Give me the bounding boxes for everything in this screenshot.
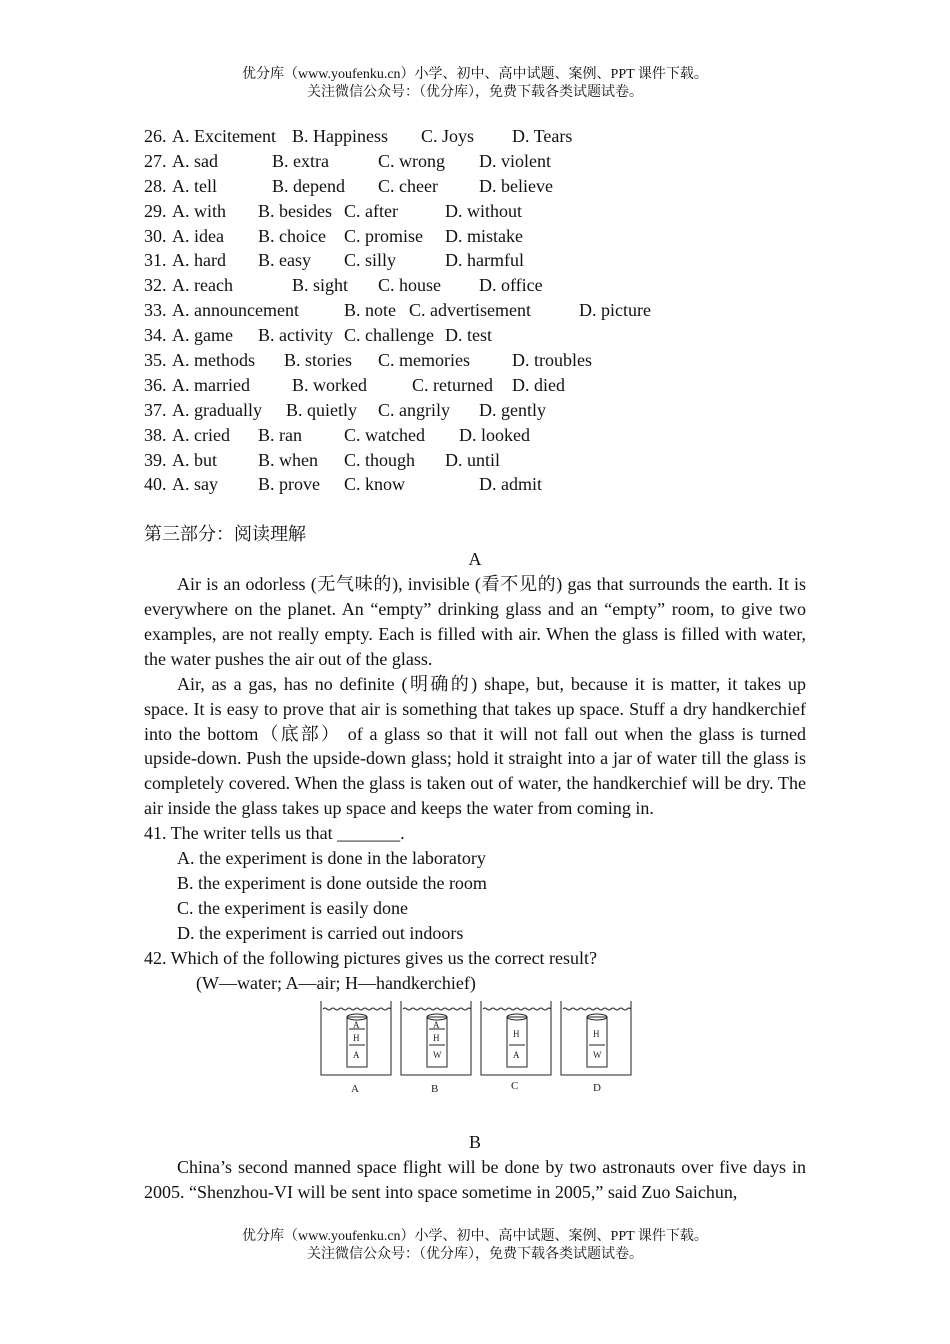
option-a: A. but	[172, 449, 217, 470]
option-b: B. besides	[258, 200, 332, 221]
option-b: B. stories	[284, 350, 353, 371]
option-d: D. believe	[479, 175, 553, 196]
question-number: 38.	[144, 424, 167, 445]
cloze-option-row	[144, 398, 806, 423]
option-d: D. until	[445, 449, 501, 470]
footer-line-2: 关注微信公众号：（优分库），免费下载各类试题试卷。	[307, 1247, 643, 1262]
option-b: B. activity	[258, 325, 333, 346]
option-a: A. with	[172, 200, 226, 221]
option-d: D. died	[512, 374, 565, 395]
passage-b-paragraph-1: China’s second manned space flight will be done by two astronauts over five days in 2005. “Shenzhou-VI will be sent into space sometime in 2005,” said Zuo Saichun,	[144, 1157, 806, 1203]
passage-a-label: A	[468, 549, 482, 570]
cloze-option-row	[144, 124, 806, 149]
diagram-a-mark-2: H	[353, 1033, 360, 1044]
cloze-option-row	[144, 174, 806, 199]
passage-b-label: B	[468, 1132, 481, 1153]
cloze-option-row	[144, 248, 806, 273]
question-number: 26.	[144, 126, 167, 146]
option-b: B. extra	[272, 150, 329, 171]
option-d: D. without	[445, 200, 523, 221]
question-number: 35.	[144, 350, 167, 371]
question-number: 40.	[144, 474, 167, 495]
option-a: A. gradually	[172, 399, 262, 420]
diagram-b-mark-3: W	[433, 1050, 442, 1061]
cloze-option-row	[144, 472, 806, 497]
option-c: C. after	[344, 200, 398, 221]
option-d: D. test	[445, 325, 492, 346]
option-b: B. note	[344, 300, 396, 321]
option-c: C. watched	[344, 424, 425, 445]
option-a: A. married	[172, 374, 250, 395]
option-a: A. reach	[172, 275, 233, 296]
cloze-option-row	[144, 423, 806, 448]
option-d: D. picture	[579, 300, 651, 321]
option-c: C. wrong	[378, 150, 445, 171]
diagram-c-mark-2: A	[513, 1050, 520, 1061]
question-number: 37.	[144, 399, 167, 420]
header-line-1: 优分库（www.youfenku.cn）小学、初中、高中试题、案例、PPT 课件下载。	[242, 67, 708, 82]
option-c: C. angrily	[378, 399, 450, 420]
option-c: C. challenge	[344, 325, 434, 346]
option-a: A. idea	[172, 225, 224, 246]
option-a: A. tell	[172, 175, 217, 196]
option-b: B. sight	[292, 275, 349, 296]
option-a: A. say	[172, 474, 218, 495]
option-b: B. choice	[258, 225, 326, 246]
section-title: 第三部分：阅读理解	[144, 524, 306, 545]
cloze-option-row	[144, 348, 806, 373]
option-a: A. hard	[172, 250, 226, 271]
option-a: A. game	[172, 325, 233, 346]
diagram-d-mark-1: H	[593, 1029, 600, 1040]
option-d: D. harmful	[445, 250, 524, 271]
cloze-option-row	[144, 149, 806, 174]
question-number: 31.	[144, 250, 167, 271]
question-41-stem: 41. The writer tells us that _______.	[144, 823, 405, 844]
cloze-option-row	[144, 298, 806, 323]
diagram-d	[561, 1001, 631, 1094]
option-c: C. house	[378, 275, 441, 296]
option-b: B. Happiness	[292, 126, 388, 146]
question-number: 29.	[144, 200, 167, 221]
option-b: B. depend	[272, 175, 345, 196]
option-c: C. cheer	[378, 175, 438, 196]
option-c: C. though	[344, 449, 416, 470]
question-41-option-b: B. the experiment is done outside the room	[177, 872, 487, 893]
question-41-option-c: C. the experiment is easily done	[177, 897, 408, 918]
option-c: C. promise	[344, 225, 423, 246]
question-42-legend: (W—water; A—air; H—handkerchief)	[196, 972, 476, 993]
page-content	[144, 124, 806, 1205]
cloze-option-row	[144, 199, 806, 224]
question-number: 30.	[144, 225, 167, 246]
option-c: C. know	[344, 474, 406, 495]
option-c: C. silly	[344, 250, 397, 271]
cloze-options	[144, 124, 806, 497]
option-a: A. Excitement	[172, 126, 276, 146]
experiment-diagrams	[319, 999, 639, 1099]
option-d: D. troubles	[512, 350, 592, 371]
diagram-d-mark-2: W	[593, 1050, 602, 1061]
question-number: 34.	[144, 325, 167, 346]
question-42-stem: 42. Which of the following pictures gives us the correct result?	[144, 947, 598, 968]
question-number: 33.	[144, 300, 167, 321]
question-number: 27.	[144, 150, 167, 171]
option-b: B. quietly	[286, 399, 357, 420]
question-number: 36.	[144, 374, 167, 395]
option-b: B. when	[258, 449, 318, 470]
diagram-c-mark-1: H	[513, 1029, 520, 1040]
option-c: C. Joys	[421, 126, 475, 146]
question-41-option-d: D. the experiment is carried out indoors	[177, 922, 464, 943]
option-d: D. mistake	[445, 225, 523, 246]
option-b: B. ran	[258, 424, 302, 445]
option-a: A. sad	[172, 150, 218, 171]
option-d: D. looked	[459, 424, 530, 445]
cloze-option-row	[144, 224, 806, 249]
diagram-b-mark-2: H	[433, 1033, 440, 1044]
option-c: C. returned	[412, 374, 493, 395]
diagram-a	[321, 1001, 391, 1095]
option-b: B. worked	[292, 374, 367, 395]
option-a: A. announcement	[172, 300, 299, 321]
diagram-b-mark-1: A	[433, 1020, 440, 1031]
passage-a-paragraph-2: Air, as a gas, has no definite (明确的) shape, but, because it is matter, it takes up space. It is easy to prove that air is something that takes up space. Stuff a dry handkerchief into the bottom（底部） of a glass so that it will not fall out when the glass is turned upside-down. Push the upside-down glass; hold it straight into a jar of water till the glass is completely covered. When the glass is taken out of water, the handkerchief will be dry. The air inside the glass takes up space and keeps the water from coming in.	[144, 673, 806, 819]
diagram-c-label: C	[511, 1080, 519, 1093]
question-41-option-a: A. the experiment is done in the laboratory	[177, 848, 486, 869]
diagram-b-label: B	[431, 1083, 439, 1096]
option-d: D. Tears	[512, 126, 573, 146]
option-c: C. memories	[378, 350, 470, 371]
option-b: B. easy	[258, 250, 311, 271]
diagram-b	[401, 1001, 471, 1095]
experiment-figure	[144, 995, 806, 1105]
cloze-option-row	[144, 373, 806, 398]
question-number: 39.	[144, 449, 167, 470]
option-b: B. prove	[258, 474, 320, 495]
option-d: D. gently	[479, 399, 546, 420]
passage-a-paragraph-1: Air is an odorless (无气味的), invisible (看不见的) gas that surrounds the earth. It is everywhere on the planet. An “empty” drinking glass and an “empty” room, to give two examples, are not really empty. Each is filled with air. When the glass is filled with water, the water pushes the air out of the glass.	[144, 574, 806, 669]
diagram-d-label: D	[593, 1082, 601, 1095]
option-a: A. methods	[172, 350, 255, 371]
page-footer	[0, 1228, 950, 1264]
diagram-c	[481, 1001, 551, 1092]
option-d: D. violent	[479, 150, 551, 171]
header-line-2: 关注微信公众号：（优分库），免费下载各类试题试卷。	[307, 85, 643, 100]
footer-line-1: 优分库（www.youfenku.cn）小学、初中、高中试题、案例、PPT 课件下载。	[242, 1229, 708, 1244]
option-d: D. admit	[479, 474, 542, 495]
diagram-a-mark-3: A	[353, 1050, 360, 1061]
diagram-a-label: A	[351, 1083, 359, 1096]
question-number: 32.	[144, 275, 167, 296]
question-number: 28.	[144, 175, 167, 196]
option-d: D. office	[479, 275, 543, 296]
cloze-option-row	[144, 273, 806, 298]
diagram-a-mark-1: A	[353, 1020, 360, 1031]
cloze-option-row	[144, 448, 806, 473]
page-header	[0, 66, 950, 102]
cloze-option-row	[144, 323, 806, 348]
option-a: A. cried	[172, 424, 230, 445]
option-c: C. advertisement	[409, 300, 531, 321]
